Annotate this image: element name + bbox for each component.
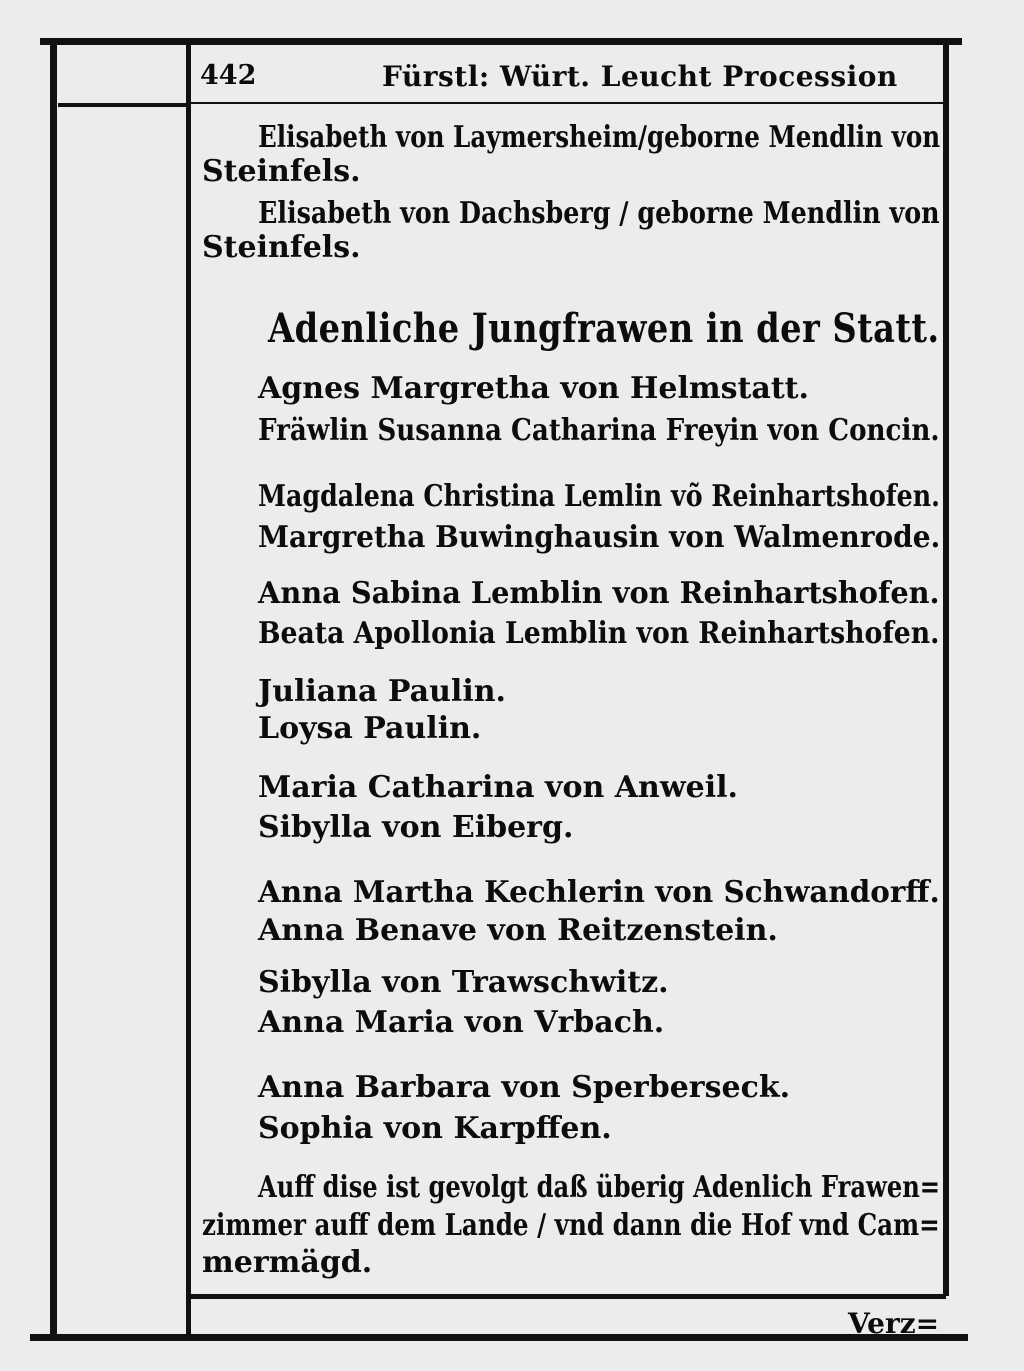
text-line: Elisabeth von Dachsberg / geborne Mendlin von: [258, 196, 940, 231]
name-entry: Fräwlin Susanna Catharina Freyin von Concin.: [258, 413, 940, 448]
name-entry: Loysa Paulin.: [258, 711, 482, 746]
footer-divider: [190, 1294, 946, 1299]
paragraph-line: Auff dise ist gevolgt daß überig Adenlich Frawen=: [258, 1170, 941, 1205]
name-entry: Sibylla von Eiberg.: [258, 810, 574, 845]
name-entry: Maria Catharina von Anweil.: [258, 770, 738, 805]
name-entry: Agnes Margretha von Helmstatt.: [258, 371, 809, 406]
text-line: Steinfels.: [202, 230, 361, 265]
section-heading: Adenliche Jungfrawen in der Statt.: [268, 305, 940, 352]
name-entry: Juliana Paulin.: [258, 674, 506, 709]
name-entry: Beata Apollonia Lemblin von Reinhartshofen.: [258, 616, 940, 651]
name-entry: Magdalena Christina Lemlin võ Reinhartshofen.: [258, 479, 940, 514]
header-divider: [190, 102, 944, 104]
name-entry: Sophia von Karpffen.: [258, 1111, 612, 1146]
bottom-frame-rule: [30, 1334, 968, 1341]
running-head: Fürstl: Würt. Leucht Procession: [382, 60, 898, 93]
name-entry: Sibylla von Trawschwitz.: [258, 965, 669, 1000]
paragraph-line: zimmer auff dem Lande / vnd dann die Hof vnd Cam=: [202, 1208, 940, 1243]
outer-margin-rule: [50, 42, 57, 1336]
text-line: Steinfels.: [202, 154, 361, 189]
name-entry: Anna Maria von Vrbach.: [258, 1005, 665, 1040]
name-entry: Anna Barbara von Sperberseck.: [258, 1070, 791, 1105]
catchword: Verz=: [848, 1307, 940, 1340]
page-number: 442: [200, 60, 257, 91]
right-frame-rule: [943, 42, 949, 1296]
paragraph-line: mermägd.: [202, 1245, 373, 1280]
top-frame-rule: [40, 38, 962, 45]
text-line: Elisabeth von Laymersheim/geborne Mendlin von: [258, 120, 941, 155]
inner-margin-rule: [186, 42, 191, 1336]
name-entry: Anna Sabina Lemblin von Reinhartshofen.: [258, 576, 940, 611]
name-entry: Anna Benave von Reitzenstein.: [258, 913, 778, 948]
name-entry: Margretha Buwinghausin von Walmenrode.: [258, 520, 941, 555]
margin-divider: [58, 103, 188, 107]
name-entry: Anna Martha Kechlerin von Schwandorff.: [258, 875, 940, 910]
